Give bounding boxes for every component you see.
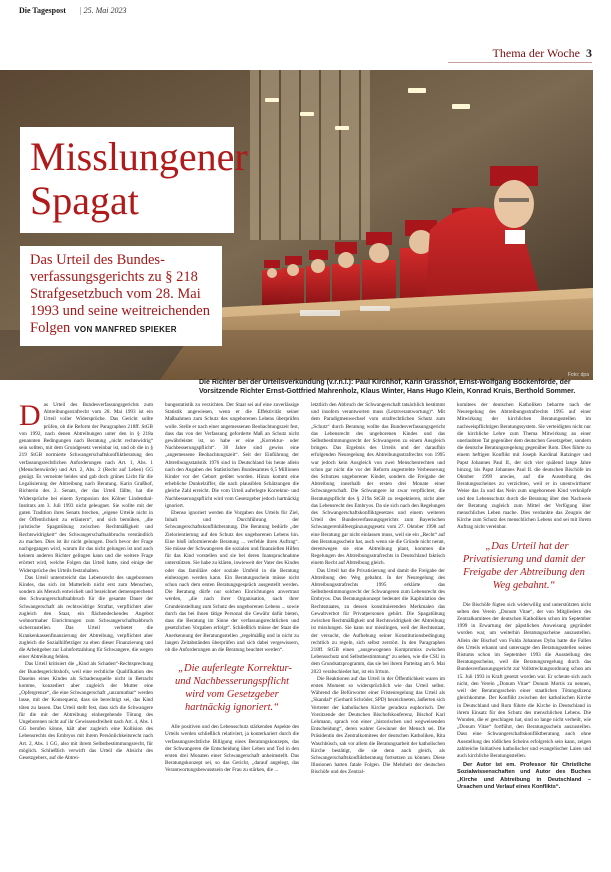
headline-line-2: Spagat [30,178,139,223]
section-rule [448,62,592,63]
column-4 [457,402,591,872]
paragraph: bungsstatistik zu verzichten. Der Staat sei auf eine zuverlässige Statistik angewiesen, wenn er die Effektivität seiner Maßnahmen zum Schutz des ungeborenen Lebens überprüfen wolle. Stelle er nach einer angemessenen Beobachtungszeit fest, dass das von der Verfassung geforderte Maß an Schutz nicht gewährleistet ist, so habe er eine „Korrektur- oder Nachbesserungspflicht“. 30 Jahre sind gewiss eine „angemessene Beobachtungszeit“. Seit der Einführung der Abtreibungsstatistik 1976 sind in Deutschland bis heute allein nach den Angaben des Statistischen Bundesamtes 6,5 Millionen Kinder vor der Geburt getötet worden. Hinzu kommt eine erhebliche Dunkelziffer, die nach plausiblen Schätzungen die gleiche Zahl erreicht. Die vom Urteil auferlegte Korrektur- und Nachbesserungspflicht wird vom Gesetzgeber jedoch hartnäckig ignoriert. [165,402,299,509]
paragraph-text: as Urteil des Bundesverfassungsgerichts zum Abtreibungsstrafrecht vom 28. Mai 1993 ist ein Urteil voller Widersprüche. Das Gericht sollte prüfen, ob die Reform der Paragraphen 218ff. StGB von 1992, nach denen Abtreibungen unter den in § 218a genannten Bedingungen nach Beratung „nicht rechtswidrig“ sein sollten, mit dem Grundgesetz vereinbar ist, und ob die in § 219 StGB normierte Schwangerschaftskonfliktberatung den verfassungsrechtlichen Anforderungen nach Art. 1, Abs. 1 (Menschenwürde) und Art. 2, Abs. 2 (Recht auf Leben) GG genügt. Es verneinte beides und gab doch grünes Licht für die Legalisierung der Abtreibung nach Beratung. Karin Graßhof, Richterin des 2. Senats, der das Urteil fällte, hat die Widersprüche bei einem Symposion des Kölner Lindenthal-Instituts am 3. Juli 1993 nicht geleugnet. Sie wollte mit der guten Tradition ihres Senats brechen, „eigene Urteile nicht in der Öffentlichkeit zu erläutern“, und sich bemühen, „die juristische Spagatübung zwischen Rechtmäßigkeit und Rechtswidrigkeit“ des Schwangerschaftsabbruchs verständlich zu machen. Dies ist ihr nicht gelungen. Doch bevor der Frage nachgegangen wird, warum ihr das nicht gelungen ist und auch keinem anderen Richter gelingen kann und die weitere Frage erörtert wird, welche Folgen das Urteil hatte, sind einige der Widersprüche des Urteils festzuhalten. [19,402,153,574]
headline-box [20,127,248,233]
paragraph: komitees der deutschen Katholiken beharrte nach der Neuregelung des Abtreibungsstrafrechts 1995 auf einer Mitwirkung der kirchlichen Beratungsstellen im nachweispflichtigen Beratungssystem. Sie verteidigten nicht nur die kirchliche Lehre zum Thema Mitwirkung an einer unerlaubten Tat gegenüber dem deutschen Gesetzgeber, sondern die deutsche Beratungsregelung gegenüber Rom. Dies führte zu einem heftigen Konflikt mit Joseph Kardinal Ratzinger und Papst Johannes Paul II., der sich vier quälend lange Jahre hinzog, bis Papst Johannes Paul II. die deutschen Bischöfe im Oktober 1999 anwies, auf die Ausstellung des Beratungsscheines zu verzichten, weil er in unentwirrbarer Weise das Ja und das Nein zum ungeborenen Kind verknüpfe und den Lebensschutz durch die Beratung über den Nachweis der Beratung zugleich zum Mittel der Verfügung über menschliches Leben mache. Dies verdankte das Zeugnis der Kirche zum Schutz des menschlichen Lebens und sei mit ihrem Auftrag nicht vereinbar. [457,402,591,531]
column-1 [19,402,153,872]
paragraph: Die Reaktionen auf das Urteil in der Öffentlichkeit waren im ersten Moment so widersprüchlich wie das Urteil selbst. Während die Befürworter einer Fristenregelung das Urteil als „Skandal“ (Gerhard Schröder, SPD) bezeichneten, äußerten sich Vertreter der katholischen Kirche geradezu euphorisch. Der Vorsitzende der Deutschen Bischofskonferenz, Bischof Karl Lehmann, sprach von einer „historischen und wegweisenden Entscheidung“, deren wahrer Gewinner der Mensch sei. Die Präsidentin des Zentralkomitees der deutschen Katholiken, Rita Waschbüsch, sah vor allem die Beratungsarbeit der katholischen Kirche bestätigt, die sie denn auch gleich, als Schwangerschaftskonfliktberatung fortsetzen zu können. Diese Illusionen hatten fatale Folgen. Die Mehrheit der deutschen Bischöfe und des Zentral- [311,675,445,776]
photo-credit: Foto: dpa [567,372,589,378]
paragraph: Die Bischöfe fügten sich widerwillig und unterstützten nicht selten den Verein „Donum Vitae“, der von Mitgliedern des Zentralkomitees der deutschen Katholiken schon im September 1999 in Erwartung der päpstlichen Anweisung gegründet worden war, um weiterhin Beratungsscheine auszustellen. Allein der Bischof von Fulda Johannes Dyba hatte die Fallen des Urteils erkannt und untersagte den Beratungsstellen seines Bistums schon im September 1993 die Ausstellung des Beratungsscheins, weil die Beratungsregelung durch das Bundesverfassungsgericht zur Vollstreckungsordnung schon am 15. Juli 1993 in Kraft gesetzt worden war. Er scheute sich auch nicht, den Verein „Donum Vitae“ Donum Mortis zu nennen, weil der Beratungsschein einer staatlichen Tötungslizenz gleichkomme. Der Konflikt zwischen der katholischen Kirche in Deutschland und Rom führte die Kirche in Deutschland in ihrem Einsatz für den Schutz des menschlichen Lebens. Die Wunden, die er geschlagen hat, sind so lange nicht verheilt, wie „Donum Vitae“ fortführt, den Beratungsschein auszustellen. Dass eine Schwangerschaftskonfliktberatung auch ohne Ausstellung des tödlichen Scheins erfolgreich sein kann, zeigen zahlreiche Initiativen katholischer und evangelischer Laien und auch kirchliche Beratungsstellen. [457,601,591,759]
paragraph: letztlich den Abbruch der Schwangerschaft tatsächlich bestimmt und insofern verantworten muss (Letztverantwortung)“. Mit dem Paradigmenwechsel vom strafrechtlichen Schutz zum „Schutz“ durch Beratung wollte das Bundesverfassungsgericht das Lebensrecht des ungeborenen Kindes und das Selbstbestimmungsrecht der Schwangeren zu einem Ausgleich bringen. Das Ergebnis des Urteils und der daraufhin erfolgenden Neuregelung des Abtreibungsstrafrechts von 1995 war jedoch kein Ausgleich von zwei Menschenrechten und schon gar nicht die vor der Reform angestrebte Verbesserung des Schutzes ungeborener Kinder, sondern die Freigabe der Abtreibung innerhalb der ersten drei Monate einer Schwangerschaft. Die Schwangere ist zwar verpflichtet, die Beratungspflicht des § 219a StGB zu respektieren, nicht aber das Lebensrecht des Embryos. Da sie sich nach den Regelungen des Schwangerschaftskonfliktgesetzes und einem weiteren Urteil des Bundesverfassungsgerichts zum Bayerischen Schwangerenhilfeergänzungsgesetz vom 27. Oktober 1998 auf eine Beratung gar nicht einlassen muss, weil sie ein „Recht“ auf den Beratungsschein hat, auch wenn sie die Gründe nicht nennt, derentwegen sie eine Abtreibung plant, kommen die Regelungen des Abtreibungsstrafrechts in Deutschland faktisch einem Recht auf Abtreibung gleich. [311,402,445,567]
section-label: Thema der Woche [492,46,580,60]
article-deck [30,252,212,338]
drop-cap: D [19,402,41,432]
column-3 [311,402,445,872]
article-body [19,402,593,872]
deck-box [20,246,222,346]
paragraph [19,402,153,575]
paragraph: Ebenso ignoriert werden die Vorgaben des Urteils für Ziel, Inhalt und Durchführung der Schwangerschaftskonfliktberatung. Die Beratung bedürfe „der Zielorientierung auf den Schutz des ungeborenen Lebens hin. Eine bloß informierende Beratung ... verfehle ihren Auftrag“. Sie müsse der Schwangeren die sozialen und finanziellen Hilfen für das Kind vorstellen und sie bei deren Inanspruchnahme unterstützen. Sie habe zu klären, inwieweit der Vater des Kindes oder das familiäre oder soziale Umfeld in die Beratung einbezogen werden kann. Ein Beratungsschein müsse nicht schon nach dem ersten Beratungsgespräch ausgestellt werden. Die Beratung dürfe nur solchen Einrichtungen anvertraut werden, „die nach ihrer Organisation, nach ihrer Grundeinstellung zum Schutz des ungeborenen Lebens ... sowie durch das bei ihnen tätige Personal die Gewähr dafür bieten, dass die Beratung im Sinne der verfassungsrechtlichen und gesetzlichen Vorgaben erfolgt“. Schließlich müsse der Staat die Anerkennung der Beratungsstellen „regelmäßig und in nicht zu langen Zeitabständen überprüfen und sich dabei vergewissern, ob die Anforderungen an die Beratung beachtet werden“. [165,510,299,653]
byline: VON MANFRED SPIEKER [74,325,177,334]
headline-line-1: Misslungener [30,134,248,179]
author-note: Der Autor ist em. Professor für Christliche Sozialwissenschaften und Autor des Buches „Kirche und Abtreibung in Deutschland – Ursachen und Verlauf eines Konflikts“. [457,762,591,790]
column-2 [165,402,299,872]
section-header [493,46,592,61]
pull-quote: „Das Urteil hat der Privatisierung und damit der Freigabe der Abtreibung den Weg gebahnt.“ [462,540,586,591]
pull-quote: „Die auferlegte Korrektur- und Nachbesserungspflicht wird vom Gesetzgeber hartnäckig ignoriert.“ [174,663,292,714]
deck-text: Das Urteil des Bundesverfassungsgerichts zu § 218 Strafgesetzbuch vom 28. Mai 1993 und seine weitreichenden Folgen [30,252,210,336]
paragraph: Alle positiven und den Lebensschutz stärkenden Aspekte des Urteils werden schließlich relativiert, ja konterkariert durch die verfassungsrechtliche Billigung eines Beratungskonzepts, das der Schwangeren die Entscheidung über Leben und Tod in den ersten drei Monaten einer Schwangerschaft anheimstellt. Das Beratungskonzept sei, so das Gericht, „darauf angelegt, das Verantwortungsbewusstsein der Frau zu stärken, die ... [165,724,299,774]
paragraph: Das Urteil kritisiert die „Kind als Schaden“-Rechtsprechung der Bundesgerichtshofs, weil eine rechtliche Qualifikation des Daseins eines Kindes als Schadensquelle nicht in Betracht komme, konzediert aber zugleich der Mutter eine „Opfergrenze“, die eine Schwangerschaft „unzumutbar“ werden lasse, mit der Konsequenz, dass sie berechtigt sei, das Kind töten zu lassen. Das Urteil stellt fest, dass sich die Schwangere für die mit der Abtreibung einhergehende Tötung des Ungeborenen nicht auf ihr Gewissensfreiheit nach Art. 4, Abs. 1 GG berufen könne, hält aber zugleich eine Kollision des Lebensrechts des Embryos mit ihrem Persönlichkeitsrecht nach Art. 2, Abs. 1 GG, also mit ihrem Selbstbestimmungsrecht, für möglich. Schließlich verwirft das Urteil die Absicht des Gesetzgebers, auf die Abtrei- [19,661,153,761]
publication-name: Die Tagespost [19,6,66,15]
page-number: 3 [586,46,592,60]
headline [30,134,248,223]
paragraph: Das Urteil hat die Privatisierung und damit die Freigabe der Abtreibung den Weg gebahnt. In der Neuregelung des Abtreibungsstrafrechts 1995 erklärte das Selbstbestimmungsrecht der Schwangeren zum Lebensrecht des Embryos. Das Beratungskonzept bedeutet die Kapitulation des Rechtsstaates, zu dessen konstituierenden Merkmalen das Gewaltverbot für Privatpersonen gehört. Die Spagatübung zwischen Rechtmäßigkeit und Rechtswidrigkeit der Abtreibung ist misslungen. Sie kann nur misslingen, weil der Rechtsstaat, der versucht, die Aufhebung seiner Konstitutionsbedingung rechtlich zu regeln, sich selbst zerstört. In den Paragraphen 218ff. StGB einen „ausgewogenen Kompromiss zwischen Lebensschutz und Selbstbestimmung“ zu sehen, wie die CSU in dem Grundsatzprogramm, das sie bei ihrem Parteitag am 6. Mai 2023 verabschiedet hat, ist ein Irrtum. [311,567,445,675]
photo-caption: Die Richter bei der Urteilsverkündung (v.r.n.l.): Paul Kirchhof, Karin Grasshof, Ernst-Wolfgang Böckenförde, der Vorsitzende Richter Ernst-Gottfried Mahrenholz, Klaus Winter, Hans Hugo Klein, Konrad Kruis, Berthold Sommer. [199,379,576,395]
masthead [19,6,592,18]
paragraph: Das Urteil unterstreicht das Lebensrecht des ungeborenen Kindes, das sich im Mutterleib nicht erst zum Menschen, sondern als Mensch entwickelt und bezeichnet demensprechend den Schwangerschaftsabbruch für die gesamte Dauer der Schwangerschaft als rechtswidrige Straftat, verpflichtet aber zugleich den Staat, ein flächendeckendes Angebot wohnortnaher Einrichtungen zum Schwangerschaftsabbruch sicherzustellen. Das Urteil verbietet die Krankenkassenfinanzierung der Abtreibung, verpflichtet aber zugleich die Sozialhilfeträger zu eben dieser Finanzierung und die Arbeitgeber zur Lohnfortzahlung für Schwangere, die wegen einer Abtreibung fehlen. [19,574,153,661]
issue-date: | 25. Mai 2023 [80,6,127,15]
